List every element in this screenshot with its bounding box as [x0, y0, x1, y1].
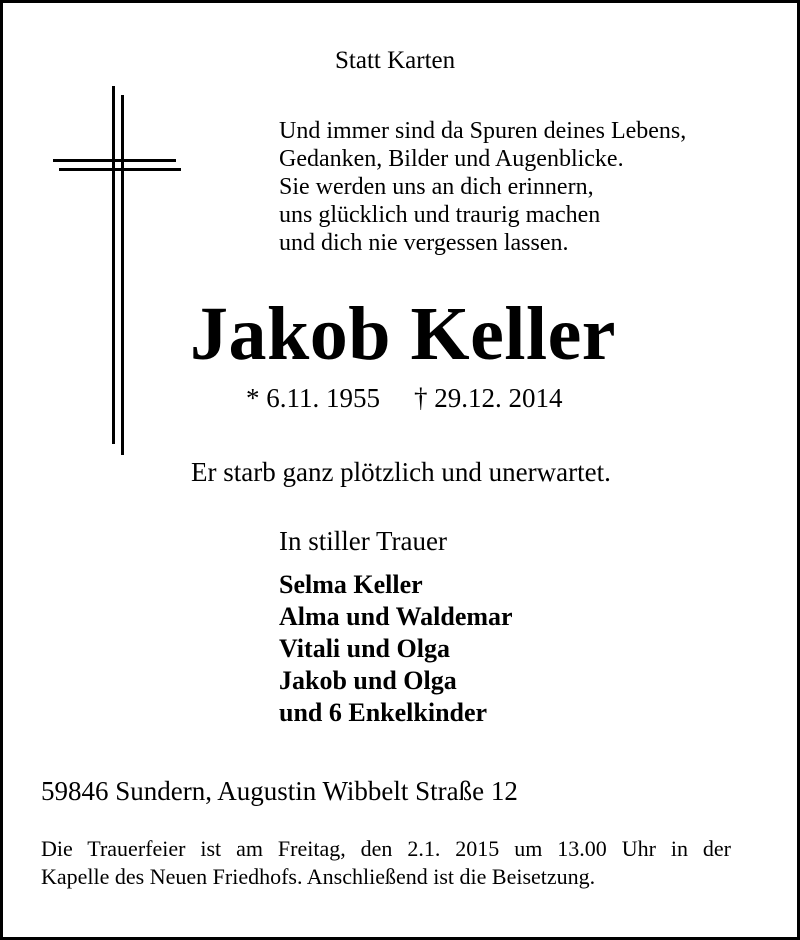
poem	[279, 117, 686, 257]
service-line: Kapelle des Neuen Friedhofs. Anschließend ist die Beisetzung.	[41, 864, 596, 889]
service-line: Die Trauerfeier ist am Freitag, den 2.1. 2015 um 13.00 Uhr in der	[41, 836, 731, 861]
family-member: Vitali und Olga	[279, 634, 450, 663]
poem-line: Und immer sind da Spuren deines Lebens,	[279, 118, 687, 144]
notice-header: Statt Karten	[335, 47, 456, 74]
service-info	[41, 835, 731, 891]
poem-line: und dich nie vergessen lassen.	[279, 230, 569, 256]
death-date: † 29.12. 2014	[414, 383, 563, 413]
poem-line: uns glücklich und traurig machen	[279, 202, 601, 228]
life-dates	[246, 383, 563, 414]
cross-vertical-bar-right	[121, 95, 124, 455]
poem-line: Sie werden uns an dich erinnern,	[279, 174, 594, 200]
birth-date: * 6.11. 1955	[246, 383, 380, 413]
cross-vertical-bar-left	[112, 86, 115, 444]
poem-line: Gedanken, Bilder und Augenblicke.	[279, 146, 624, 172]
family-member: und 6 Enkelkinder	[279, 698, 488, 727]
cross-horizontal-bar-top	[53, 159, 176, 162]
address: 59846 Sundern, Augustin Wibbelt Straße 12	[41, 776, 518, 806]
mourning-intro: In stiller Trauer	[279, 526, 447, 556]
cross-horizontal-bar-bottom	[59, 168, 181, 171]
family-member: Alma und Waldemar	[279, 602, 513, 631]
family-member: Selma Keller	[279, 570, 423, 599]
family-member: Jakob und Olga	[279, 666, 457, 695]
cross-icon	[3, 3, 203, 473]
death-statement: Er starb ganz plötzlich und unerwartet.	[191, 457, 611, 487]
deceased-name: Jakob Keller	[189, 292, 617, 376]
family-list	[279, 569, 513, 729]
